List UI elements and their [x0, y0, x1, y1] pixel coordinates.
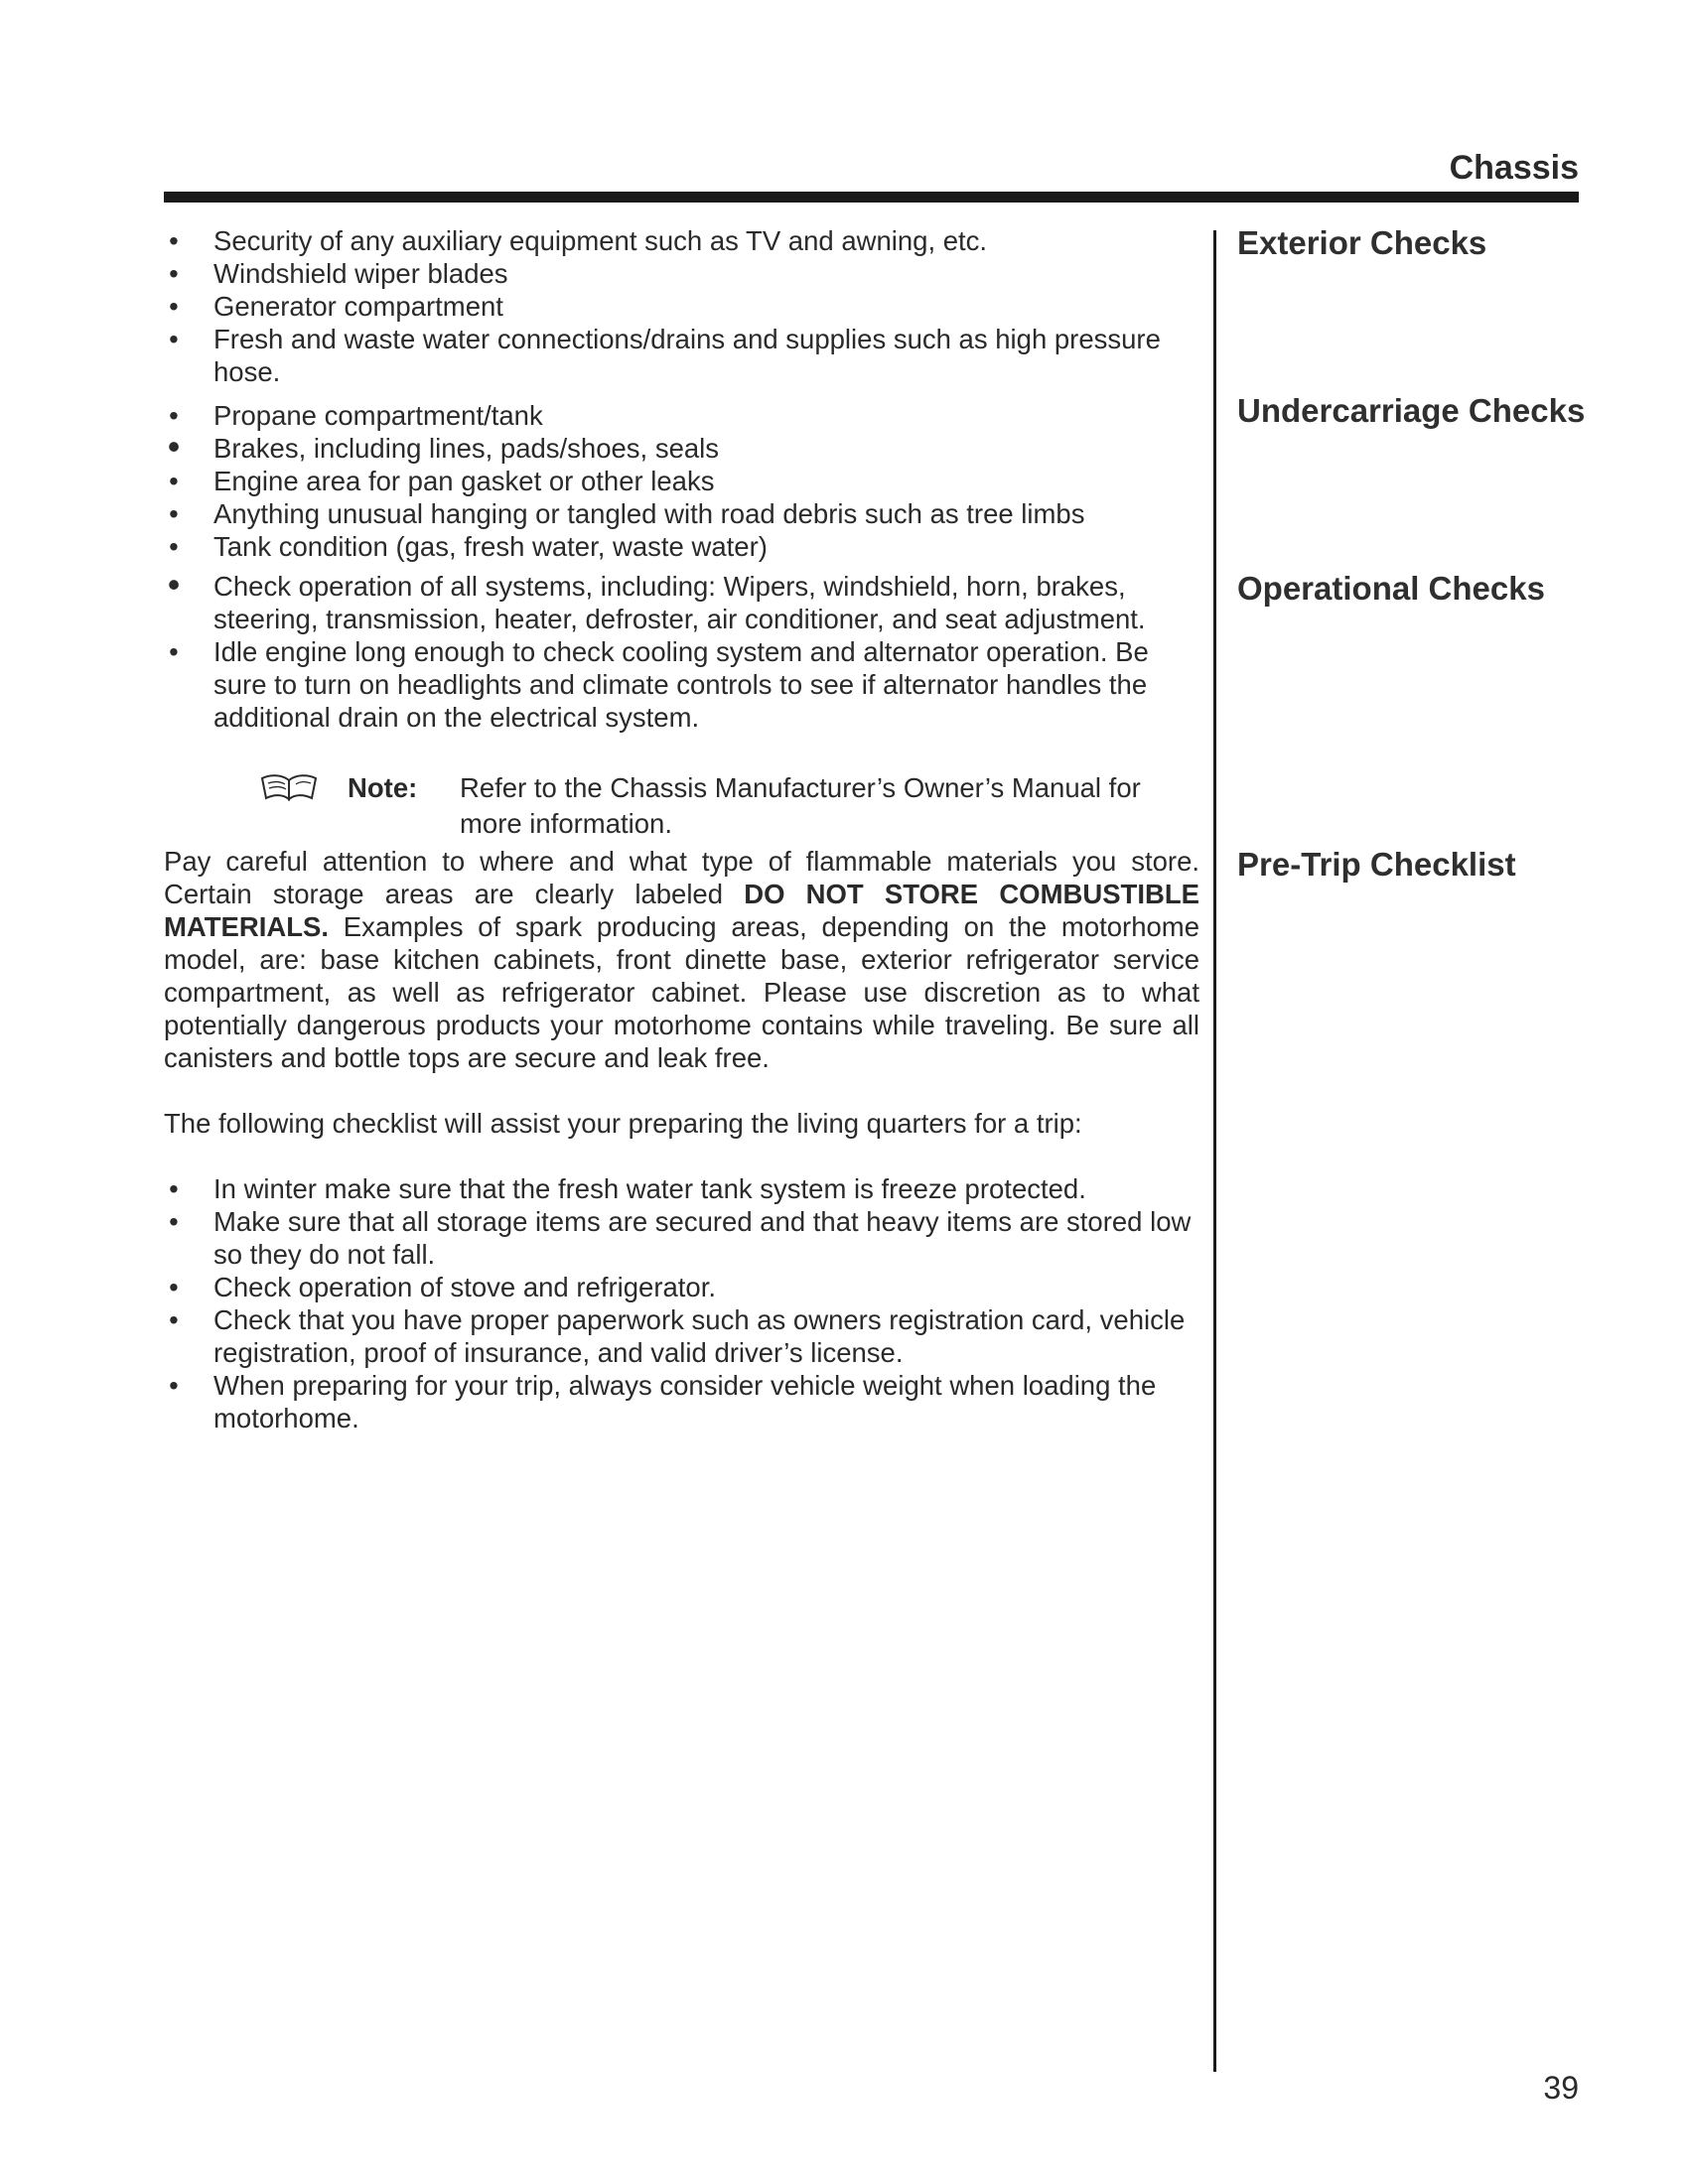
bullet: •: [169, 400, 179, 431]
pretrip-paragraph-text-1: Pay careful attention to where and what type of flammable materials you store. Certain storage areas are clearly labeled: [164, 846, 1199, 909]
list-item: [164, 564, 1201, 635]
bullet: •: [169, 1272, 179, 1302]
list-item-text: Check operation of stove and refrigerator.: [213, 1272, 716, 1302]
list-item-text: Tank condition (gas, fresh water, waste water): [213, 531, 768, 562]
open-book-icon: [260, 772, 318, 802]
list-item-text: Engine area for pan gasket or other leaks: [213, 466, 715, 496]
list-item: [164, 224, 1201, 257]
list-item: [164, 257, 1201, 290]
undercarriage-checks-list: [164, 399, 1201, 563]
list-item-text: Windshield wiper blades: [213, 258, 508, 289]
list-item-text: When preparing for your trip, always consider vehicle weight when loading the motorhome.: [213, 1370, 1157, 1433]
vertical-divider: [1213, 230, 1216, 2072]
list-item-text: Idle engine long enough to check cooling system and alternator operation. Be sure to turn on headlights and climate controls to see if alternator handles the additional drain on the electrical system.: [213, 636, 1149, 733]
bullet: •: [169, 258, 179, 289]
pretrip-checklist: [164, 1172, 1201, 1434]
list-item-text: Make sure that all storage items are secured and that heavy items are stored low so they do not fall.: [213, 1206, 1192, 1270]
bullet: •: [169, 1173, 179, 1204]
bullet: •: [169, 1206, 179, 1237]
bullet: •: [169, 225, 179, 256]
list-item-text: Check operation of all systems, including: Wipers, windshield, horn, brakes, steering, transmission, heater, defroster, air conditioner, and seat adjustment.: [213, 571, 1146, 634]
bullet: •: [167, 564, 181, 605]
exterior-checks-list: [164, 224, 1201, 388]
bullet: •: [169, 636, 179, 667]
note-text: Refer to the Chassis Manufacturer’s Owner’s Manual for more information.: [460, 772, 1141, 839]
list-item: [164, 1172, 1201, 1205]
list-item: [164, 1271, 1201, 1303]
bullet: •: [169, 531, 179, 562]
bullet: •: [169, 324, 179, 354]
pretrip-paragraph: [164, 845, 1199, 1074]
list-item: [164, 497, 1201, 530]
list-item: [164, 290, 1201, 323]
list-item-text: Propane compartment/tank: [213, 400, 543, 431]
bullet: •: [167, 426, 181, 467]
list-item: [164, 1205, 1201, 1271]
sidehead-operational-checks: Operational Checks: [1237, 570, 1545, 607]
bullet: •: [169, 466, 179, 496]
list-item: [164, 530, 1201, 563]
sidehead-undercarriage-checks: Undercarriage Checks: [1237, 392, 1586, 429]
bullet: •: [169, 498, 179, 529]
header-rule: [164, 192, 1579, 203]
pretrip-paragraph-text-2: Examples of spark producing areas, depending on the motorhome model, are: base kitchen cabinets, front dinette base, exterior refrigerator service compartment, as well as refrigerator cabinet. Please use discretion as to what potentially dangerous products your motorhome contains while traveling. Be sure all canisters and bottle tops are secure and leak free.: [164, 911, 1199, 1073]
sidehead-pretrip-checklist: Pre-Trip Checklist: [1237, 846, 1516, 883]
list-item: [164, 1369, 1201, 1434]
list-item-text: Brakes, including lines, pads/shoes, seals: [213, 433, 720, 464]
bullet: •: [169, 1370, 179, 1401]
list-item: [164, 323, 1201, 388]
list-item-text: Anything unusual hanging or tangled with road debris such as tree limbs: [213, 498, 1085, 529]
bullet: •: [169, 291, 179, 322]
list-item-text: Security of any auxiliary equipment such as TV and awning, etc.: [213, 225, 988, 256]
bullet: •: [169, 1304, 179, 1335]
list-item: [164, 635, 1201, 734]
operational-checks-list: [164, 564, 1201, 734]
list-item: [164, 465, 1201, 497]
list-item-text: Fresh and waste water connections/drains and supplies such as high pressure hose.: [213, 324, 1161, 387]
list-item-text: In winter make sure that the fresh water tank system is freeze protected.: [213, 1173, 1086, 1204]
list-item-text: Check that you have proper paperwork such as owners registration card, vehicle registration, proof of insurance, and valid driver’s license.: [213, 1304, 1186, 1368]
list-item-text: Generator compartment: [213, 291, 503, 322]
warning-label-text: DO NOT STORE COMBUSTIBLE MATERIALS.: [164, 879, 1199, 942]
pretrip-intro: The following checklist will assist your preparing the living quarters for a trip:: [164, 1108, 1082, 1139]
note-label: Note:: [348, 772, 418, 803]
list-item: [164, 1303, 1201, 1369]
list-item: [164, 426, 1201, 467]
page-number: 39: [1543, 2070, 1579, 2106]
sidehead-exterior-checks: Exterior Checks: [1237, 224, 1487, 261]
list-item: [164, 399, 1201, 432]
section-title: Chassis: [1449, 149, 1579, 187]
